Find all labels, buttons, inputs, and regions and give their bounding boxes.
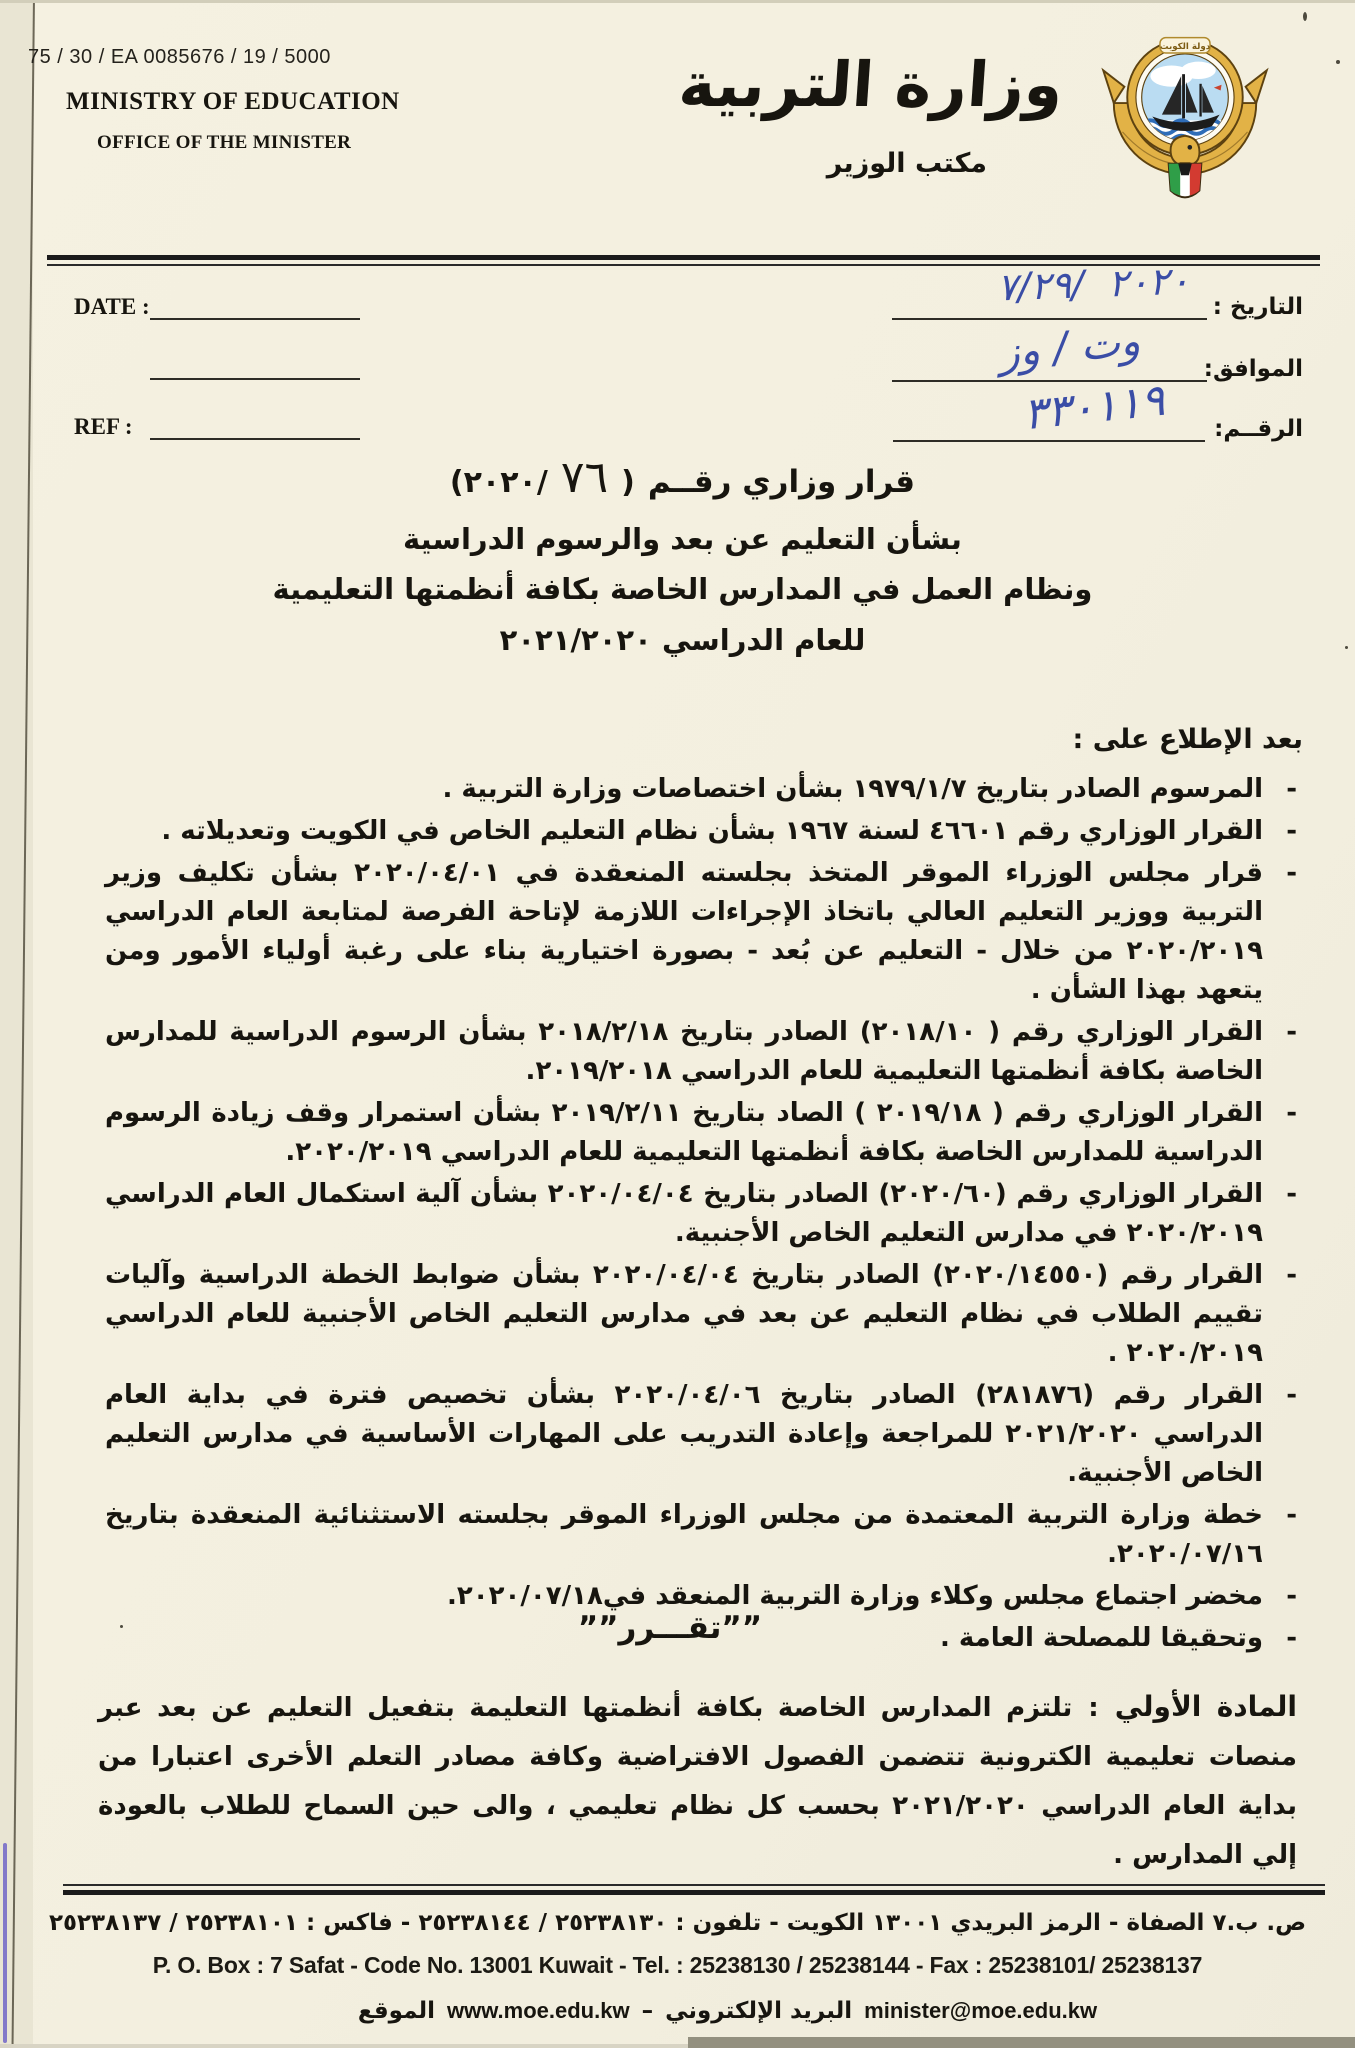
- dash-bullet: -: [1286, 1098, 1297, 1128]
- preamble-list: [105, 770, 1297, 1661]
- decree-year-paren: (٢٠٢٠/: [449, 465, 548, 500]
- kuwait-flag-shield-icon: [1169, 164, 1202, 198]
- decree-number: ٧٦: [560, 452, 609, 503]
- decree-title-block: [100, 452, 1265, 657]
- office-name-en: OFFICE OF THE MINISTER: [97, 132, 352, 153]
- date-label-en: DATE :: [74, 294, 150, 319]
- decision-word: ””تقـــرر””: [577, 1610, 763, 1646]
- website-url[interactable]: www.moe.edu.kw: [447, 1998, 630, 2023]
- matching-label-ar: الموافق:: [1203, 356, 1303, 382]
- dash-bullet: -: [1286, 1500, 1297, 1530]
- article-one-label: المادة الأولي: [1114, 1690, 1297, 1723]
- footer-divider: [63, 1884, 1325, 1895]
- preamble-item: - القرار الوزاري رقم (٢٠٢٠/٦٠) الصادر بتاريخ ٢٠٢٠/٠٤/٠٤ بشأن آلية استكمال العام الدراسي ٢٠٢٠/٢٠١٩ في مدارس التعليم الخاص الأجنبية.: [105, 1175, 1297, 1253]
- dash-bullet: -: [1286, 858, 1297, 888]
- dash-bullet: -: [1286, 1179, 1297, 1209]
- preamble-item: - خطة وزارة التربية المعتمدة من مجلس الوزراء الموقر بجلسته الاستثنائية المنعقدة بتاريخ ٢٠٢٠/٠٧/١٦.: [105, 1496, 1297, 1574]
- email-address[interactable]: minister@moe.edu.kw: [864, 1998, 1098, 2023]
- scan-speckle: [1336, 60, 1340, 64]
- office-name-ar: مكتب الوزير: [826, 148, 987, 179]
- scan-bottom-edge: [0, 2044, 688, 2048]
- dash-bullet: -: [1286, 1623, 1297, 1653]
- preamble-item: - المرسوم الصادر بتاريخ ١٩٧٩/١/٧ بشأن اختصاصات وزارة التربية .: [105, 770, 1297, 809]
- ref-label-en: REF :: [74, 414, 133, 439]
- matching-value-handwritten: وت / وز: [996, 315, 1142, 378]
- article-one-text: تلتزم المدارس الخاصة بكافة أنظمتها التعليمة بتفعيل التعليم عن بعد عبر منصات تعليمية الكترونية تتضمن الفصول الافتراضية وكافة مصادر التعلم الأخرى اعتبارا من بداية العام الدراسي ٢٠٢١/٢٠٢٠ بحسب كل نظام تعليمي ، والى حين السماح للطلاب بالعودة إلي المدارس .: [98, 1693, 1297, 1870]
- article-one: [98, 1682, 1297, 1880]
- decree-subject-line-1: بشأن التعليم عن بعد والرسوم الدراسية: [403, 522, 962, 556]
- number-value-handwritten: ٣٣٠١١٩: [1020, 374, 1168, 441]
- emblem-banner: [1160, 38, 1211, 53]
- dash-bullet: -: [1286, 774, 1297, 804]
- website-label: الموقع: [357, 1998, 436, 2024]
- footer-address-en: P. O. Box : 7 Safat - Code No. 13001 Kuwait - Tel. : 25238130 / 25238144 - Fax : 25238101/ 25238137: [152, 1952, 1203, 1978]
- article-one-separator: :: [1088, 1693, 1099, 1723]
- preamble-heading: بعد الإطلاع على :: [1072, 724, 1303, 755]
- preamble-item: - القرار رقم (٢٠٢٠/١٤٥٥٠) الصادر بتاريخ ٢٠٢٠/٠٤/٠٤ بشأن ضوابط الخطة الدراسية وآليات تقييم الطلاب في نظام التعليم عن بعد في مدارس التعليم الخاص الأجنبية للعام الدراسي ٢٠٢٠/٢٠١٩ .: [105, 1256, 1297, 1373]
- preamble-item: - القرار الوزاري رقم ( ٢٠١٨/١٠) الصادر بتاريخ ٢٠١٨/٢/١٨ بشأن الرسوم الدراسية للمدارس الخاصة بكافة أنظمتها التعليمية للعام الدراسي ٢٠١٩/٢٠١٨.: [105, 1013, 1297, 1091]
- cloud-icon: [1181, 62, 1216, 79]
- preamble-item: - القرار رقم (٢٨١٨٧٦) الصادر بتاريخ ٢٠٢٠/٠٤/٠٦ بشأن تخصيص فترة في بداية العام الدراسي ٢٠٢١/٢٠٢٠ للمراجعة وإعادة التدريب على المهارات الأساسية في مدارس التعليم الخاص الأجنبية.: [105, 1376, 1297, 1493]
- decree-number-line: [100, 452, 1265, 508]
- decree-close-paren: ): [621, 465, 635, 500]
- dash-bullet: -: [1286, 1260, 1297, 1290]
- dash-bullet: -: [1286, 1581, 1297, 1611]
- footer-contact-line: [140, 1998, 1315, 2024]
- ref-line-en: [150, 412, 360, 440]
- date-line-en-2: [150, 352, 360, 380]
- scan-bottom-shadow: [688, 2037, 1355, 2048]
- ministry-name-ar: وزارة التربية: [676, 48, 1066, 121]
- preamble-item: - وتحقيقا للمصلحة العامة .: [105, 1619, 1297, 1658]
- date-value-handwritten: ٢٠٢٠ /٧/٢٩: [996, 258, 1191, 310]
- scan-pen-mark: [3, 1843, 7, 2043]
- preamble-item: - مخضر اجتماع مجلس وكلاء وزارة التربية المنعقد في٢٠٢٠/٠٧/١٨.: [105, 1577, 1297, 1616]
- scan-speckle: [1303, 12, 1307, 21]
- dash-bullet: -: [1286, 816, 1297, 846]
- date-line-en: [150, 292, 360, 320]
- decree-label: قرار وزاري رقــم: [647, 464, 916, 500]
- decree-subject-line-2: ونظام العمل في المدارس الخاصة بكافة أنظمتها التعليمية: [272, 572, 1093, 606]
- date-label-ar: التاريخ :: [1212, 294, 1303, 320]
- dash-bullet: -: [1286, 1380, 1297, 1410]
- separator-dash: –: [641, 1998, 654, 2024]
- number-label-ar: الرقــم:: [1214, 416, 1303, 442]
- dash-bullet: -: [1286, 1017, 1297, 1047]
- footer-address-ar: ص. ب.٧ الصفاة - الرمز البريدي ١٣٠٠١ الكويت - تلفون : ٢٥٢٣٨١٣٠ / ٢٥٢٣٨١٤٤ - فاكس : ٢٥٢٣٨١٠١ / ٢٥٢٣٨١٣٧: [48, 1910, 1307, 1936]
- emblem-banner-text: دولة الكويت: [1159, 42, 1211, 53]
- preamble-item: - القرار الوزاري رقم ( ٢٠١٩/١٨ ) الصاد بتاريخ ٢٠١٩/٢/١١ بشأن استمرار وقف زيادة الرسوم الدراسية للمدارس الخاصة بكافة أنظمتها التعليمية للعام الدراسي ٢٠٢٠/٢٠١٩.: [105, 1094, 1297, 1172]
- ministry-name-en: MINISTRY OF EDUCATION: [66, 88, 400, 115]
- scan-speckle: [1345, 646, 1348, 649]
- preamble-item: - القرار الوزاري رقم ٤٦٦٠١ لسنة ١٩٦٧ بشأن نظام التعليم الخاص في الكويت وتعديلاته .: [105, 812, 1297, 851]
- decree-subject-line-3: للعام الدراسي ٢٠٢١/٢٠٢٠: [499, 623, 866, 657]
- kuwait-state-emblem-icon: [1085, 28, 1285, 206]
- email-label: البريد الإلكتروني: [665, 1998, 853, 2024]
- preamble-item: - قرار مجلس الوزراء الموقر المتخذ بجلسته المنعقدة في ٢٠٢٠/٠٤/٠١ بشأن تكليف وزير التربية ووزير التعليم العالي باتخاذ الإجراءات اللازمة لإتاحة الفرصة لمتابعة العام الدراسي ٢٠٢٠/٢٠١٩ من خلال - التعليم عن بُعد - بصورة اختيارية بناء على رغبة أولياء الأمور ومن يتعهد بهذا الشأن .: [105, 854, 1297, 1010]
- scan-top-edge: [0, 0, 1355, 3]
- document-code: 75 / 30 / EA 0085676 / 19 / 5000: [28, 46, 331, 68]
